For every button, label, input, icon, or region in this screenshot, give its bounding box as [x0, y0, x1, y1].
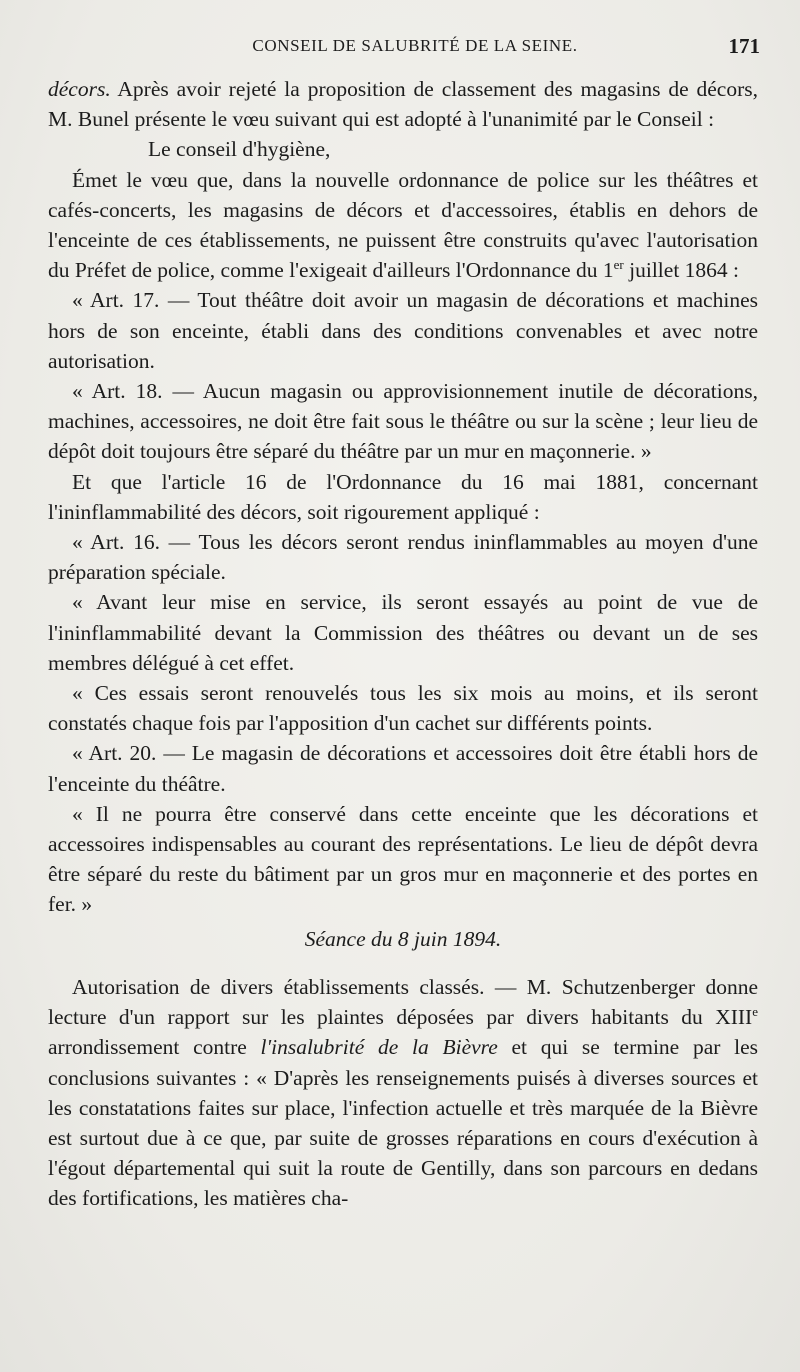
- article-16: « Art. 16. — Tous les décors seront rendus ininflammables au moyen d'une préparation spéciale.: [48, 530, 758, 585]
- paragraph-12-text: Autorisation de divers établissements classés. — M. Schutzenberger donne lecture d'un rapport sur les plaintes déposées par divers habitants du XIII: [48, 974, 758, 1030]
- paragraph-2: Le conseil d'hygiène,: [148, 137, 331, 162]
- running-head: [48, 36, 760, 62]
- italic-phrase: l'insalubrité de la Bièvre: [260, 1035, 498, 1060]
- running-title: CONSEIL DE SALUBRITÉ DE LA SEINE.: [252, 36, 578, 55]
- paragraph-8: « Avant leur mise en service, ils seront essayés au point de vue de l'ininflammabilité devant la Commission des théâtres ou devant un de ses membres délégué à cet effet.: [48, 590, 758, 675]
- italic-word: décors.: [48, 77, 111, 101]
- paragraph-3: [48, 165, 758, 286]
- article-17: « Art. 17. — Tout théâtre doit avoir un magasin de décorations et machines hors de son enceinte, établi dans des conditions convenables et avec notre autorisation.: [48, 288, 758, 373]
- superscript: er: [613, 257, 624, 273]
- paragraph-12: [48, 972, 758, 1214]
- paragraph-9: « Ces essais seront renouvelés tous les six mois au moins, et ils seront constatés chaque fois par l'apposition d'un cachet sur différents points.: [48, 681, 758, 736]
- article-20: « Art. 20. — Le magasin de décorations et accessoires doit être établi hors de l'enceinte du théâtre.: [48, 741, 758, 796]
- body-text: [48, 74, 758, 1214]
- page-number: 171: [728, 34, 760, 58]
- section-heading: Séance du 8 juin 1894.: [304, 926, 502, 951]
- paragraph-1: [48, 74, 758, 134]
- superscript: e: [752, 1003, 758, 1019]
- paragraph-12-text-3: et qui se termine par les conclusions suivantes : « D'après les renseignements puisés à diverses sources et les constatations faites sur place, l'infection actuelle et très marquée de la Bièvre est surtout due à ce que, par suite de grosses réparations en cours d'exécution à l'égout départemental qui suit la route de Gentilly, dans son parcours en dedans des fortifications, les matières cha-: [48, 1035, 759, 1211]
- article-18: « Art. 18. — Aucun magasin ou approvisionnement inutile de décorations, machines, accessoires, ne doit être fait sous le théâtre ou sur la scène ; leur lieu de dépôt doit toujours être séparé du théâtre par un mur en maçonnerie. »: [48, 379, 758, 464]
- paragraph-11: « Il ne pourra être conservé dans cette enceinte que les décorations et accessoires indispensables au courant des représentations. Le lieu de dépôt devra être séparé du reste du bâtiment par un gros mur en maçonnerie et des portes en fer. »: [48, 801, 758, 917]
- paragraph-3-end: juillet 1864 :: [623, 258, 740, 283]
- paragraph-12-text-2: arrondissement contre: [48, 1035, 261, 1060]
- paragraph-1-text: Après avoir rejeté la proposition de classement des magasins de décors, M. Bunel présente le vœu suivant qui est adopté à l'unanimité par le Conseil :: [48, 77, 758, 132]
- paragraph-6: Et que l'article 16 de l'Ordonnance du 16 mai 1881, concernant l'ininflammabilité des décors, soit rigourement appliqué :: [48, 469, 758, 524]
- paragraph-3-text: Émet le vœu que, dans la nouvelle ordonnance de police sur les théâtres et cafés-concerts, les magasins de décors et d'accessoires, établis en dehors de l'enceinte de ces établissements, ne puissent être construits qu'avec l'autorisation du Préfet de police, comme l'exigeait d'ailleurs l'Ordonnance du 1: [48, 167, 758, 283]
